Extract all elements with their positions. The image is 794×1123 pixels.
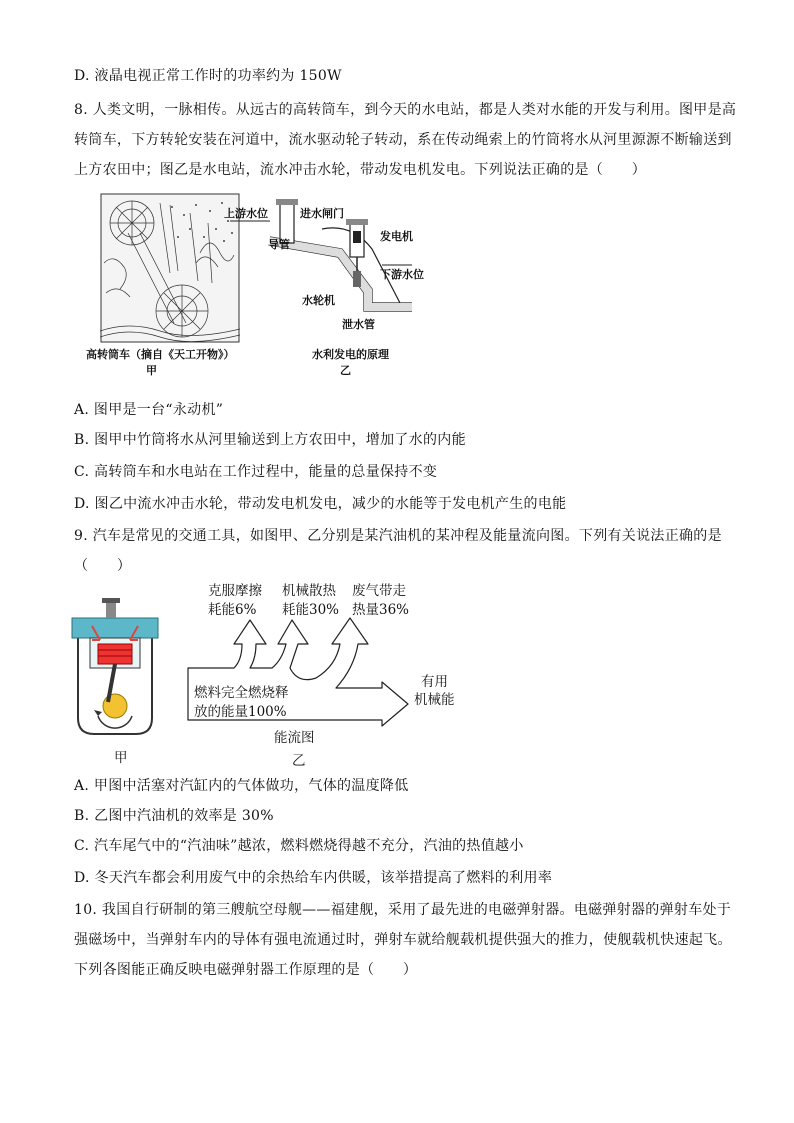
q8-stem-line1: 8. 人类文明，一脉相传。从远古的高转筒车，到今天的水电站，都是人类对水能的开发与利用。图甲是高 (74, 102, 737, 118)
q10-stem-line3: 下列各图能正确反映电磁弹射器工作原理的是（ ） (74, 962, 418, 978)
figure-q9-jia-sub: 甲 (114, 750, 128, 766)
useful-line1: 有用 (421, 674, 448, 690)
figure-jia-sub: 甲 (146, 364, 157, 377)
q8-stem-line3: 上方农田中；图乙是水电站，流水冲击水轮，带动发电机发电。下列说法正确的是（ ） (74, 162, 646, 178)
label-outlet: 泄水管 (342, 318, 375, 331)
q8-stem-line2: 转筒车，下方转轮安装在河道中，流水驱动轮子转动，系在传动绳索上的竹筒将水从河里源源不断输送到 (74, 132, 732, 148)
q10-stem-line1: 10. 我国自行研制的第三艘航空母舰——福建舰，采用了最先进的电磁弹射器。电磁弹射器的弹射车处于 (74, 902, 732, 918)
useful-line2: 机械能 (414, 692, 455, 708)
q8-option-b: B. 图甲中竹筒将水从河里输送到上方农田中，增加了水的内能 (74, 432, 466, 448)
label-penstock: 导管 (268, 238, 290, 251)
heat-line1: 机械散热 (282, 583, 336, 599)
energy-flow-sub: 乙 (292, 753, 306, 769)
friction-line2: 耗能6% (208, 602, 257, 618)
q9-stem-line2: （ ） (74, 558, 132, 574)
input-line2: 放的能量100% (194, 704, 287, 720)
figure-yi-sub: 乙 (340, 364, 351, 377)
q9-option-b: B. 乙图中汽油机的效率是 30% (74, 808, 274, 824)
heat-line2: 耗能30% (282, 602, 340, 618)
engine-cylinder-diagram (70, 598, 160, 738)
input-line1: 燃料完全燃烧释 (194, 685, 289, 701)
exhaust-line1: 废气带走 (352, 583, 406, 599)
q10-stem-line2: 强磁场中，当弹射车内的导体有强电流通过时，弹射车就给舰载机提供强大的推力，使舰载机快速起飞。 (74, 932, 732, 948)
label-downstream: 下游水位 (380, 268, 424, 281)
q8-option-c: C. 高转筒车和水电站在工作过程中，能量的总量保持不变 (74, 464, 438, 480)
water-wheel-engraving (100, 193, 240, 343)
figure-yi-caption: 水利发电的原理 (312, 348, 389, 361)
q7-option-d: D. 液晶电视正常工作时的功率约为 150W (74, 68, 342, 84)
q8-option-a: A. 图甲是一台“永动机” (74, 402, 224, 418)
label-turbine: 水轮机 (302, 294, 335, 307)
q9-option-c: C. 汽车尾气中的“汽油味”越浓，燃料燃烧得越不充分，汽油的热值越小 (74, 838, 524, 854)
exhaust-line2: 热量36% (352, 602, 410, 618)
q9-stem-line1: 9. 汽车是常见的交通工具，如图甲、乙分别是某汽油机的某冲程及能量流向图。下列有关说法正确的是 (74, 528, 722, 544)
label-inlet-gate: 进水闸门 (300, 207, 344, 220)
q8-option-d: D. 图乙中流水冲击水轮，带动发电机发电，减少的水能等于发电机产生的电能 (74, 496, 567, 512)
figure-jia-caption: 高转筒车（摘自《天工开物》） (86, 348, 235, 361)
q9-option-d: D. 冬天汽车都会利用废气中的余热给车内供暖，该举措提高了燃料的利用率 (74, 870, 553, 886)
energy-flow-caption: 能流图 (274, 730, 315, 746)
label-generator: 发电机 (380, 230, 413, 243)
friction-line1: 克服摩擦 (208, 583, 262, 599)
q9-option-a: A. 甲图中活塞对汽缸内的气体做功，气体的温度降低 (74, 778, 409, 794)
label-upstream: 上游水位 (224, 207, 268, 220)
